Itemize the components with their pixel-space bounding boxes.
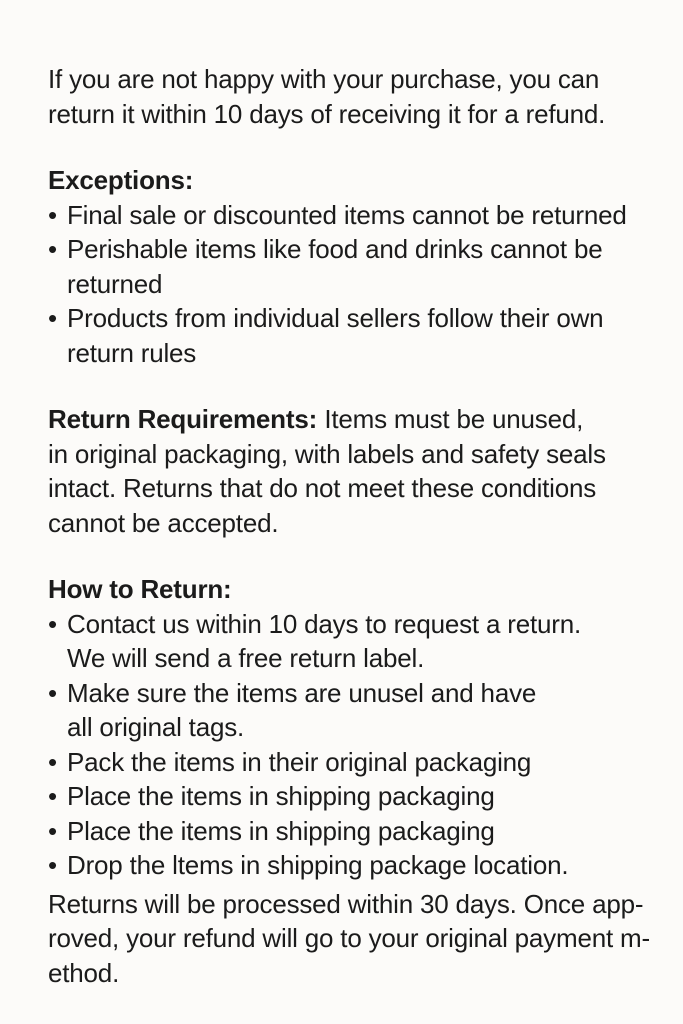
text-line: all original tags. <box>67 712 245 742</box>
list-item <box>48 607 678 676</box>
text-line: Drop the ltems in shipping package location. <box>67 850 569 880</box>
list-item <box>48 814 678 849</box>
bullet-text <box>67 848 678 883</box>
text-line: We will send a free return label. <box>67 643 425 673</box>
return-requirements-paragraph <box>48 402 678 540</box>
text-line: ethod. <box>48 957 120 988</box>
how-to-return-heading: How to Return: <box>48 574 232 604</box>
bullet-icon: • <box>48 746 57 777</box>
list-item <box>48 779 678 814</box>
text-line: Place the items in shipping packaging <box>67 815 495 846</box>
text-line: intact. Returns that do not meet these conditions <box>48 473 597 503</box>
bullet-icon: • <box>48 234 57 264</box>
bullet-icon: • <box>48 850 57 880</box>
bullet-icon: • <box>48 199 57 230</box>
exceptions-list <box>48 198 678 371</box>
list-item <box>48 745 678 780</box>
intro-line: return it within 10 days of receiving it for a refund. <box>48 98 606 129</box>
text-line <box>48 402 678 437</box>
intro-line: If you are not happy with your purchase, you can <box>48 64 600 94</box>
text-line: Place the items in shipping packaging <box>67 781 495 811</box>
list-item <box>48 232 678 301</box>
bullet-icon: • <box>48 815 57 846</box>
bullet-icon: • <box>48 677 57 708</box>
bullet-text <box>67 301 678 370</box>
bullet-text <box>67 676 678 745</box>
text-line: return rules <box>67 337 197 368</box>
closing-paragraph <box>48 887 678 991</box>
bullet-text <box>67 232 678 301</box>
text-line: cannot be accepted. <box>48 507 279 538</box>
bullet-text <box>67 814 678 849</box>
bullet-text <box>67 607 678 676</box>
bullet-text <box>67 779 678 814</box>
text-line: returned <box>67 268 163 299</box>
exceptions-heading: Exceptions: <box>48 165 194 195</box>
how-to-return-list <box>48 607 678 883</box>
text-line: Final sale or discounted items cannot be returned <box>67 199 627 230</box>
intro-paragraph <box>48 62 678 131</box>
bullet-text <box>67 745 678 780</box>
bullet-icon: • <box>48 303 57 333</box>
bullet-text <box>67 198 678 233</box>
bullet-icon: • <box>48 608 57 639</box>
bullet-icon: • <box>48 781 57 811</box>
text-line: Perishable items like food and drinks cannot be <box>67 234 603 264</box>
list-item <box>48 198 678 233</box>
return-requirements-label: Return Requirements: <box>48 404 318 434</box>
return-policy-document <box>48 62 678 990</box>
return-requirements-lead: Items must be unused, <box>324 404 584 434</box>
text-line: Pack the items in their original packaging <box>67 746 532 777</box>
text-line: in original packaging, with labels and safety seals <box>48 438 606 469</box>
text-line: Products from individual sellers follow their own <box>67 303 604 333</box>
list-item <box>48 848 678 883</box>
text-line: Contact us within 10 days to request a return. <box>67 608 581 639</box>
text-line: roved, your refund will go to your original payment m- <box>48 923 650 953</box>
text-line: Returns will be processed within 30 days. Once app- <box>48 888 644 919</box>
text-line: Make sure the items are unusel and have <box>67 677 537 708</box>
list-item <box>48 676 678 745</box>
list-item <box>48 301 678 370</box>
